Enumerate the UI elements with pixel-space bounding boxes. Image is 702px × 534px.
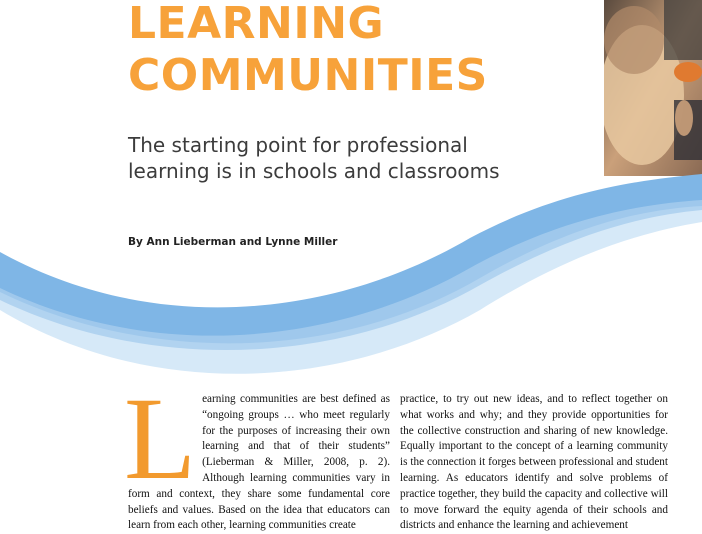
byline: By Ann Lieberman and Lynne Miller: [128, 236, 338, 248]
decorative-wave: [0, 160, 702, 380]
body-column-left: [124, 373, 390, 534]
body-column-right: [400, 392, 668, 534]
drop-cap: L: [124, 373, 197, 504]
title-line-1: LEARNING: [128, 0, 385, 49]
article-title: [128, 0, 488, 102]
article-subtitle: The starting point for professional learning is in schools and classrooms: [128, 133, 500, 183]
title-line-2: COMMUNITIES: [128, 50, 488, 101]
body-paragraph-1: earning communities are best defined as “ongoing groups … who meet regularly for the purposes of increasing their own learning and that of their students” (Lieberman & Miller, 2008, p. 2). Although learning communities vary in form and context, they share some fundamental core beliefs and values. Based on the idea that educators can learn from each other, learning communities create: [128, 393, 390, 532]
body-paragraph-2: practice, to try out new ideas, and to reflect together on what works and why; and they provide opportunities for the collective construction and sharing of new knowledge. Equally important to the concept of a learning community is the connection it forges between professional and student learning. As educators identify and solve problems of practice together, they build the capacity and collective will to move forward the equity agenda of their schools and districts and enhance the learning and achievement: [400, 393, 668, 532]
header-photo: [604, 0, 702, 176]
